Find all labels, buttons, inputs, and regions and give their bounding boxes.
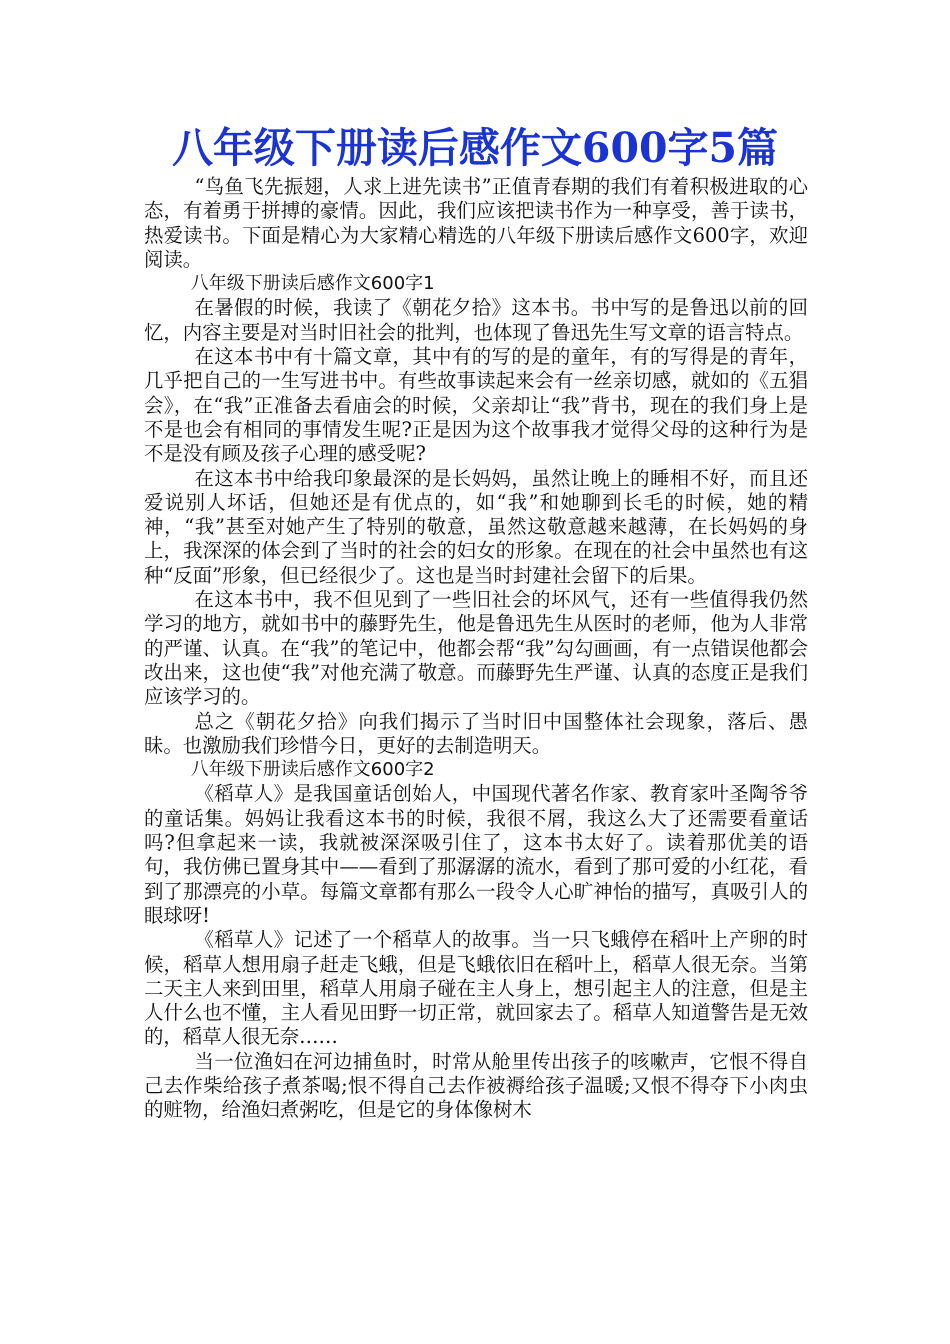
paragraph: 在这本书中给我印象最深的是长妈妈，虽然让晚上的睡相不好，而且还爱说别人坏话，但她还是有优点的，如“我”和她聊到长毛的时候，她的精神，“我”甚至对她产生了特别的敬意，虽然这敬意越来越薄，在长妈妈的身上，我深深的体会到了当时的社会的妇女的形象。在现在的社会中虽然也有这种“反面”形象，但已经很少了。这也是当时封建社会留下的后果。 [144, 466, 808, 587]
paragraph: 《稻草人》是我国童话创始人，中国现代著名作家、教育家叶圣陶爷爷的童话集。妈妈让我看这本书的时候，我很不屑，我这么大了还需要看童话吗?但拿起来一读，我就被深深吸引住了，这本书太好了。读着那优美的语句，我仿佛已置身其中——看到了那潺潺的流水，看到了那可爱的小红花，看到了那漂亮的小草。每篇文章都有那么一段令人心旷神怡的描写，真吸引人的眼球呀! [144, 782, 808, 927]
section-heading-1: 八年级下册读后感作文600字1 [190, 273, 435, 295]
paragraph: 当一位渔妇在河边捕鱼时，时常从舱里传出孩子的咳嗽声，它恨不得自己去作柴给孩子煮茶喝;恨不得自己去作被褥给孩子温暖;又恨不得夺下小肉虫的赃物，给渔妇煮粥吃，但是它的身体像树木 [144, 1049, 808, 1122]
paragraph: 在这本书中，我不但见到了一些旧社会的坏风气，还有一些值得我仍然学习的地方，就如书中的藤野先生，他是鲁迅先生从医时的老师，他为人非常的严谨、认真。在“我”的笔记中，他都会帮“我”勾勾画画，有一点错误他都会改出来，这也使“我”对他充满了敬意。而藤野先生严谨、认真的态度正是我们应该学习的。 [144, 588, 808, 709]
section-heading-2: 八年级下册读后感作文600字2 [190, 759, 435, 781]
paragraph: 总之《朝花夕拾》向我们揭示了当时旧中国整体社会现象，落后、愚昧。也激励我们珍惜今日，更好的去制造明天。 [144, 709, 808, 757]
paragraph: 在暑假的时候，我读了《朝花夕拾》这本书。书中写的是鲁迅以前的回忆，内容主要是对当时旧社会的批判，也体现了鲁迅先生写文章的语言特点。 [144, 296, 808, 344]
paragraph: 《稻草人》记述了一个稻草人的故事。当一只飞蛾停在稻叶上产卵的时候，稻草人想用扇子赶走飞蛾，但是飞蛾依旧在稻叶上，稻草人很无奈。当第二天主人来到田里，稻草人用扇子碰在主人身上，想引起主人的注意，但是主人什么也不懂，主人看见田野一切正常，就回家去了。稻草人知道警告是无效的，稻草人很无奈…… [144, 928, 808, 1049]
paragraph: 在这本书中有十篇文章，其中有的写的是的童年，有的写得是的青年，几乎把自己的一生写进书中。有些故事读起来会有一丝亲切感，就如的《五猖会》，在“我”正准备去看庙会的时候，父亲却让“我”背书，现在的我们身上是不是也会有相同的事情发生呢?正是因为这个故事我才觉得父母的这种行为是不是没有顾及孩子心理的感受呢? [144, 345, 808, 466]
document-title: 八年级下册读后感作文600字5篇 [171, 124, 779, 172]
paragraph-intro: “鸟鱼飞先振翅，人求上进先读书”正值青春期的我们有着积极进取的心态，有着勇于拼搏的豪情。因此，我们应该把读书作为一种享受，善于读书，热爱读书。下面是精心为大家精心精选的八年级下册读后感作文600字，欢迎阅读。 [144, 175, 808, 271]
document-body [144, 175, 808, 1123]
